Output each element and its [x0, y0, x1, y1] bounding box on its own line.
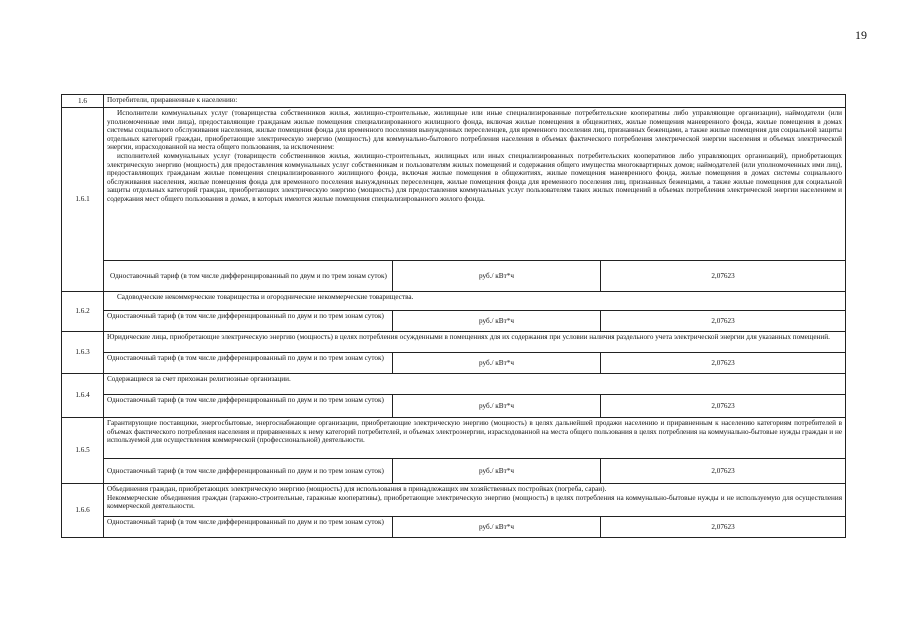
row-description [104, 108, 846, 261]
description-paragraph: Садоводческие некоммерческие товарищества и огороднические некоммерческие товарищества. [117, 293, 414, 301]
row-number: 1.6.2 [62, 292, 104, 332]
tariff-label: Одноставочный тариф (в том числе дифференцированный по двум и по трем зонам суток) [104, 517, 393, 538]
tariff-label: Одноставочный тариф (в том числе дифференцированный по двум и по трем зонам суток) [104, 261, 393, 292]
row-number: 1.6 [62, 95, 104, 108]
row-description [104, 418, 846, 459]
tariff-label: Одноставочный тариф (в том числе дифференцированный по двум и по трем зонам суток) [104, 311, 393, 332]
table-row [62, 108, 846, 261]
table-row [62, 311, 846, 332]
value-cell: 2,07623 [601, 395, 846, 418]
table-row [62, 517, 846, 538]
tariff-table [61, 94, 846, 538]
table-row [62, 292, 846, 311]
table-row [62, 395, 846, 418]
table-row [62, 332, 846, 353]
description-paragraph: Исполнители коммунальных услуг (товарищества собственников жилья, жилищно-строительные, жилищные или иные специализированные потребительские кооперативы либо управляющие организации), наймодатели (или уполномоченные ими лица), предоставляющие гражданам жилые помещения специализированного жилищного фонда, включая жилые помещения в общежитиях, жилые помещения маневренного фонда, жилые помещения в домах системы социального обслуживания населения, жилые помещения фонда для временного поселения вынужденных переселенцев, для временного поселения лиц, признанных беженцами, а также жилые помещения для социальной защиты отдельных категорий граждан, приобретающие электрическую энергию (мощность) для коммунально-бытового потребления населения в объемах фактического потребления электрической энергии населения и объемах электрической энергии, израсходованной на места общего пользования, за исключением: [107, 109, 843, 152]
value-cell: 2,07623 [601, 459, 846, 484]
page-number: 19 [855, 28, 867, 42]
row-number: 1.6.1 [62, 108, 104, 292]
table-row [62, 418, 846, 459]
row-description [104, 374, 846, 395]
row-description [104, 484, 846, 517]
tariff-label: Одноставочный тариф (в том числе дифференцированный по двум и по трем зонам суток) [104, 353, 393, 374]
description-paragraph: исполнителей коммунальных услуг (товариществ собственников жилья, жилищно-строительных, жилищных или иных специализированных потребительских кооперативов либо управляющих организаций), приобретающих электрическую энергию (мощность) для предоставления коммунальных услуг собственникам и пользователям жилых помещений и содержания общего имущества многоквартирных домов; наймодателей (или уполномоченных ими лиц), предоставляющих гражданам жилые помещения специализированного жилищного фонда, включая жилые помещения в общежитиях, жилые помещения маневренного фонда, жилые помещения в домах системы социального обслуживания населения, жилые помещения фонда для временного поселения вынужденных переселенцев, жилые помещения фонда для временного поселения лиц, признанных беженцами, а также жилые помещения для социальной защиты отдельных категорий граждан, приобретающих электрическую энергию (мощность) для предоставления коммунальных услуг пользователям таких жилых помещений в объемах потребления электрической энергии населением и содержания мест общего пользования в домах, в которых имеются жилые помещения специализированного жилого фонда. [107, 151, 843, 203]
value-cell: 2,07623 [601, 517, 846, 538]
row-title: Потребители, приравненные к населению: [104, 95, 846, 108]
description-paragraph: Объединения граждан, приобретающих электрическую энергию (мощность) для использования в принадлежащих им хозяйственных постройках (погреба, сараи). [107, 485, 607, 493]
description-paragraph: Некоммерческие объединения граждан (гаражно-строительные, гаражные кооперативы), приобретающие электрическую энергию (мощность) в целях потребления на коммунально-бытовые нужды и не используемую для осуществления коммерческой деятельности. [107, 493, 843, 511]
tariff-label: Одноставочный тариф (в том числе дифференцированный по двум и по трем зонам суток) [104, 459, 393, 484]
row-number: 1.6.4 [62, 374, 104, 418]
unit-cell: руб./ кВт*ч [393, 311, 601, 332]
row-description [104, 292, 846, 311]
table-row [62, 261, 846, 292]
table-row [62, 459, 846, 484]
table-row [62, 95, 846, 108]
unit-cell: руб./ кВт*ч [393, 395, 601, 418]
table-row [62, 353, 846, 374]
value-cell: 2,07623 [601, 261, 846, 292]
row-number: 1.6.6 [62, 484, 104, 538]
unit-cell: руб./ кВт*ч [393, 517, 601, 538]
table-row [62, 484, 846, 517]
value-cell: 2,07623 [601, 311, 846, 332]
row-number: 1.6.5 [62, 418, 104, 484]
description-paragraph: Гарантирующие поставщики, энергосбытовые, энергоснабжающие организации, приобретающие электрическую энергию (мощность) в целях дальнейшей продажи населению и приравненным к населению категориям потребителей в объемах фактического потребления населения и приравненных к нему категорий потребителей, и объемах электроэнергии, израсходованной на места общего пользования в целях потребления на коммунально-бытовые нужды граждан и не используемой для осуществления коммерческой (профессиональной) деятельности. [107, 419, 843, 445]
row-number: 1.6.3 [62, 332, 104, 374]
value-cell: 2,07623 [601, 353, 846, 374]
unit-cell: руб./ кВт*ч [393, 459, 601, 484]
tariff-label: Одноставочный тариф (в том числе дифференцированный по двум и по трем зонам суток) [104, 395, 393, 418]
description-paragraph: Содержащиеся за счет прихожан религиозные организации. [107, 375, 291, 383]
table-row [62, 374, 846, 395]
unit-cell: руб./ кВт*ч [393, 353, 601, 374]
row-description [104, 332, 846, 353]
description-paragraph: Юридические лица, приобретающие электрическую энергию (мощность) в целях потребления осужденными в помещениях для их содержания при условии наличия раздельного учета электрической энергии для указанных помещений. [107, 333, 830, 341]
unit-cell: руб./ кВт*ч [393, 261, 601, 292]
